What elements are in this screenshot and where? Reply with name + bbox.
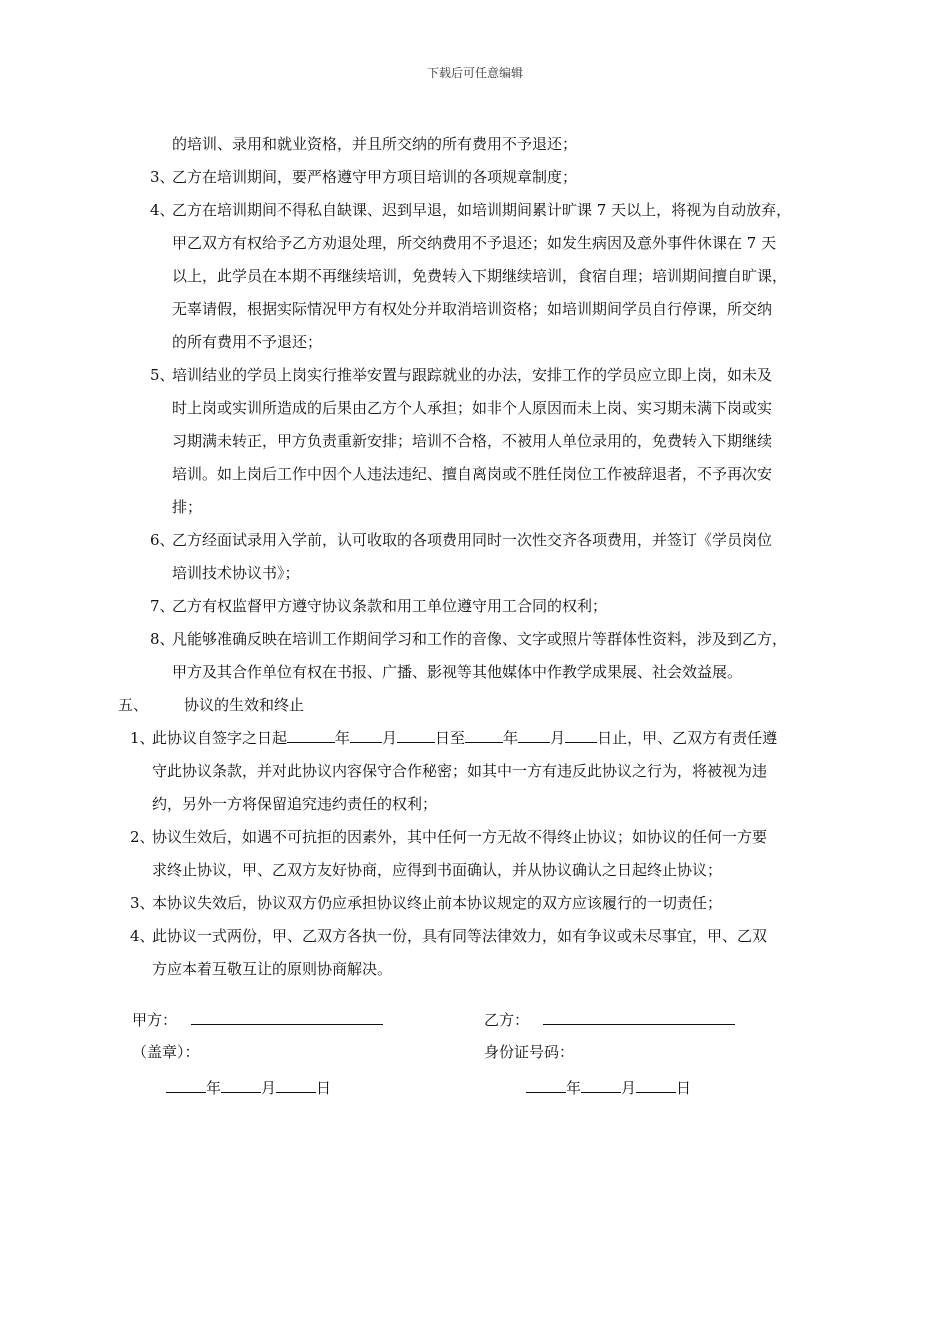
party-a-day-blank[interactable] <box>276 1074 316 1093</box>
clause-number: 8、 <box>150 630 175 648</box>
clause-number: 3、 <box>130 894 155 912</box>
party-a-month-blank[interactable] <box>221 1074 261 1093</box>
date-year-label: 年 <box>566 1079 582 1097</box>
date-month-label: 月 <box>261 1079 277 1097</box>
section-heading <box>118 689 950 722</box>
clause-text: 的所有费用不予退还； <box>172 333 323 351</box>
blank-end-year <box>465 724 503 743</box>
clause-item <box>150 161 950 194</box>
clause-text: 甲乙双方有权给予乙方劝退处理，所交纳费用不予退还；如发生病因及意外事件休课在 7 天 <box>172 234 777 252</box>
id-number-label: 身份证号码： <box>484 1043 575 1061</box>
party-b-label: 乙方： <box>484 1011 530 1029</box>
party-b-date <box>526 1074 691 1100</box>
clause-item <box>150 524 950 590</box>
clause-number: 3、 <box>150 168 175 186</box>
clause-number: 4、 <box>150 201 175 219</box>
clause-item <box>150 623 950 689</box>
clause-fragment: 月 <box>550 729 566 747</box>
date-day-label: 日 <box>676 1079 692 1097</box>
party-b-month-blank[interactable] <box>581 1074 621 1093</box>
date-year-label: 年 <box>206 1079 222 1097</box>
clause-fragment: 年 <box>503 729 519 747</box>
clause-text: 此协议一式两份，甲、乙双方各执一份，具有同等法律效力，如有争议或未尽事宜，甲、乙双 <box>152 927 768 945</box>
clause-fragment: 日止，甲、乙双方有责任遵 <box>597 729 778 747</box>
document-body <box>0 128 950 986</box>
clause-item <box>130 887 950 920</box>
page-header: 下载后可任意编辑 <box>426 66 523 80</box>
party-a-label: 甲方： <box>132 1011 178 1029</box>
clause-text: 培训技术协议书》； <box>172 564 300 582</box>
clause-text: 培训。如上岗后工作中因个人违法违纪、擅自离岗或不胜任岗位工作被辞退者，不予再次安 <box>172 465 773 483</box>
blank-start-year <box>287 724 335 743</box>
party-b-signature-line[interactable] <box>543 1006 735 1025</box>
party-a-year-blank[interactable] <box>166 1074 206 1093</box>
seal-label: （盖章）： <box>132 1043 200 1061</box>
clause-fragment: 此协议自签字之日起 <box>152 729 288 747</box>
clause-fragment: 月 <box>382 729 398 747</box>
clause-item <box>150 590 950 623</box>
clause-number: 2、 <box>130 828 155 846</box>
clause-item <box>150 359 950 524</box>
clause-item <box>130 821 950 887</box>
clause-continuation: 的培训、录用和就业资格，并且所交纳的所有费用不予退还； <box>172 135 578 153</box>
clause-text: 以上，此学员在本期不再继续培训，免费转入下期继续培训，食宿自理；培训期间擅自旷课， <box>172 267 788 285</box>
clause-item <box>130 722 950 821</box>
date-day-label: 日 <box>316 1079 332 1097</box>
clause-text <box>152 722 950 755</box>
blank-start-day <box>397 724 435 743</box>
clause-text: 协议生效后，如遇不可抗拒的因素外，其中任何一方无故不得终止协议；如协议的任何一方要 <box>152 828 768 846</box>
clause-number: 1、 <box>130 729 155 747</box>
clause-text: 方应本着互敬互让的原则协商解决。 <box>152 960 393 978</box>
clause-text: 乙方有权监督甲方遵守协议条款和用工单位遵守用工合同的权利； <box>172 597 608 615</box>
clause-number: 4、 <box>130 927 155 945</box>
clause-text: 守此协议条款，并对此协议内容保守合作秘密；如其中一方有违反此协议之行为，将被视为违 <box>152 762 768 780</box>
blank-end-day <box>565 724 597 743</box>
clause-text: 乙方在培训期间不得私自缺课、迟到早退，如培训期间累计旷课 7 天以上，将视为自动放弃， <box>172 201 792 219</box>
blank-start-month <box>350 724 382 743</box>
clause-text: 习期满未转正，甲方负责重新安排；培训不合格，不被用人单位录用的，免费转入下期继续 <box>172 432 773 450</box>
party-a-date <box>166 1074 331 1100</box>
section-number: 五、 <box>118 696 149 714</box>
party-a-signature <box>132 1006 383 1032</box>
clause-text: 本协议失效后，协议双方仍应承担协议终止前本协议规定的双方应该履行的一切责任； <box>152 894 723 912</box>
clause-text: 甲方及其合作单位有权在书报、广播、影视等其他媒体中作教学成果展、社会效益展。 <box>172 663 743 681</box>
party-b-day-blank[interactable] <box>636 1074 676 1093</box>
clause-text: 约，另外一方将保留追究违约责任的权利； <box>152 795 438 813</box>
clause-number: 7、 <box>150 597 175 615</box>
clause-text: 排； <box>172 498 203 516</box>
party-b-signature <box>484 1006 735 1032</box>
clause-item <box>150 194 950 359</box>
clause-item <box>130 920 950 986</box>
clause-text: 乙方经面试录用入学前，认可收取的各项费用同时一次性交齐各项费用，并签订《学员岗位 <box>172 531 773 549</box>
party-b-year-blank[interactable] <box>526 1074 566 1093</box>
clause-fragment: 日至 <box>435 729 466 747</box>
clause-text: 乙方在培训期间，要严格遵守甲方项目培训的各项规章制度； <box>172 168 578 186</box>
blank-end-month <box>518 724 550 743</box>
clause-text: 求终止协议，甲、乙双方友好协商，应得到书面确认，并从协议确认之日起终止协议； <box>152 861 723 879</box>
date-month-label: 月 <box>621 1079 637 1097</box>
clause-text: 无辜请假，根据实际情况甲方有权处分并取消培训资格；如培训期间学员自行停课，所交纳 <box>172 300 773 318</box>
clause-text: 培训结业的学员上岗实行推举安置与跟踪就业的办法，安排工作的学员应立即上岗，如未及 <box>172 366 773 384</box>
party-a-signature-line[interactable] <box>191 1006 383 1025</box>
clause-fragment: 年 <box>335 729 351 747</box>
clause-text: 时上岗或实训所造成的后果由乙方个人承担；如非个人原因而未上岗、实习期未满下岗或实 <box>172 399 773 417</box>
section-title: 协议的生效和终止 <box>184 696 305 714</box>
clause-number: 5、 <box>150 366 175 384</box>
clause-text: 凡能够准确反映在培训工作期间学习和工作的音像、文字或照片等群体性资料，涉及到乙方， <box>172 630 788 648</box>
clause-number: 6、 <box>150 531 175 549</box>
